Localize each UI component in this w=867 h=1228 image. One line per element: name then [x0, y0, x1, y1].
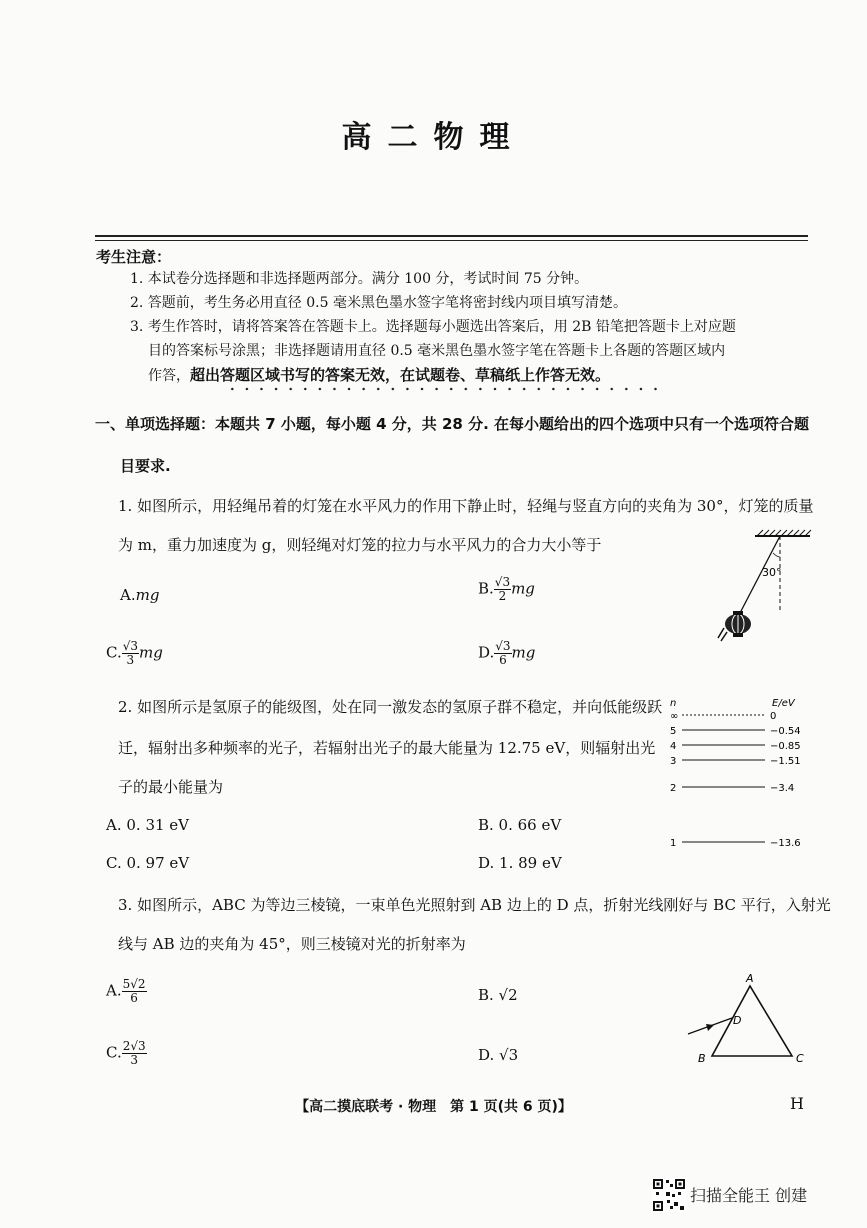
q1-option-d-den: 6 [499, 653, 507, 667]
q1-option-b [478, 576, 535, 603]
q1-option-c-tail: mg [139, 643, 163, 662]
q3-stem-line1: 3. 如图所示，ABC 为等边三棱镜，一束单色光照射到 AB 边上的 D 点，折射光线刚好与 BC 平行，入射光 [118, 896, 831, 914]
q3-option-c [106, 1040, 147, 1067]
footer-mark: H [790, 1094, 804, 1113]
q1-stem-line1: 1. 如图所示，用轻绳吊着的灯笼在水平风力的作用下静止时，轻绳与竖直方向的夹角为 30°，灯笼的质量 [118, 497, 814, 515]
notice-emphasis: 超出答题区域书写的答案无效，在试题卷、草稿纸上作答无效。 [190, 366, 611, 384]
q1-option-a-value: mg [135, 586, 160, 604]
scanner-watermark: 扫描全能王 创建 [690, 1186, 808, 1205]
q3-vertex-b: B [698, 1052, 706, 1065]
notice-item-3-end [148, 366, 610, 385]
q1-option-a [120, 586, 159, 604]
q1-option-c-fraction [122, 640, 139, 667]
energy-level-n: 4 [670, 741, 677, 752]
q1-option-b-tail: mg [511, 579, 535, 598]
q3-vertex-c: C [796, 1052, 804, 1065]
q1-option-a-label: A. [120, 586, 136, 604]
q3-option-c-fraction [122, 1040, 147, 1067]
q1-stem-line2: 为 m，重力加速度为 g，则轻绳对灯笼的拉力与水平风力的合力大小等于 [118, 536, 602, 554]
q1-option-b-num: √3 [494, 575, 511, 589]
q2-energy-level-diagram [660, 695, 810, 855]
notice-heading: 考生注意： [96, 248, 172, 266]
energy-level-n: 3 [670, 756, 677, 767]
q3-option-c-den: 3 [130, 1053, 138, 1067]
energy-level-e: −3.4 [770, 783, 795, 794]
q3-option-a-den: 6 [130, 991, 138, 1005]
q1-angle-label: 30° [762, 566, 782, 579]
q2-stem-line2: 迁，辐射出多种频率的光子，若辐射出光子的最大能量为 12.75 eV，则辐射出光 [118, 739, 656, 757]
q3-option-a [106, 978, 147, 1005]
q3-option-d: D. √3 [478, 1046, 519, 1064]
page-footer: 【高二摸底联考 · 物理 第 1 页(共 6 页)】 [295, 1099, 572, 1115]
q1-option-b-label: B. [478, 579, 494, 598]
notice-item-3: 3. 考生作答时，请将答案答在答题卡上。选择题每小题选出答案后，用 2B 铅笔把答题卡上对应题 [130, 319, 736, 335]
qr-code-icon [652, 1178, 686, 1212]
header-rule-thin [95, 240, 808, 241]
angle-arc [773, 553, 780, 557]
energy-level-e: −13.6 [770, 838, 801, 849]
emphasis-dots [225, 386, 665, 392]
q1-option-c-num: √3 [122, 639, 138, 653]
q1-lantern-figure [700, 528, 815, 663]
energy-level-e: −0.85 [770, 741, 801, 752]
header-rule-thick [95, 235, 808, 237]
energy-level-e: 0 [770, 711, 777, 722]
lantern-icon [718, 611, 751, 641]
section-1-heading: 一、单项选择题：本题共 7 小题，每小题 4 分，共 28 分. 在每小题给出的四个选项中只有一个选项符合题 [95, 415, 810, 433]
q2-option-a: A. 0. 31 eV [106, 816, 190, 834]
energy-level-n: 1 [670, 838, 677, 849]
q1-option-b-den: 2 [498, 589, 507, 603]
q1-option-c [106, 640, 163, 667]
energy-level-n: 2 [670, 783, 677, 794]
q3-option-c-num: 2√3 [122, 1039, 146, 1053]
q3-stem-line2: 线与 AB 边的夹角为 45°，则三棱镜对光的折射率为 [118, 935, 466, 953]
section-1-heading-cont: 目要求. [120, 457, 171, 475]
q1-option-d-num: √3 [495, 639, 511, 653]
q2-stem-line3: 子的最小能量为 [118, 778, 224, 796]
q3-option-c-label: C. [106, 1043, 122, 1062]
energy-level-n: ∞ [670, 711, 679, 722]
q2-option-c: C. 0. 97 eV [106, 854, 190, 872]
q2-levels [670, 711, 801, 849]
q3-point-d: D [733, 1014, 742, 1027]
energy-level-e: −1.51 [770, 756, 801, 767]
q3-option-b: B. √2 [478, 986, 518, 1004]
q2-option-d: D. 1. 89 eV [478, 854, 562, 872]
q3-option-a-fraction [122, 978, 147, 1005]
q1-option-d-label: D. [478, 643, 495, 662]
q1-option-c-label: C. [106, 643, 122, 662]
q3-option-a-num: 5√2 [122, 977, 146, 991]
notice-item-3-end-text: 作答， [148, 368, 190, 384]
page-title: 高二物理 [341, 120, 526, 155]
notice-item-2: 2. 答题前，考生务必用直径 0.5 毫米黑色墨水签字笔将密封线内项目填写清楚。 [130, 295, 627, 311]
q2-n-header: n [670, 698, 677, 709]
q1-option-d [478, 640, 535, 667]
q3-prism-figure [680, 970, 810, 1070]
q1-option-c-den: 3 [126, 653, 135, 667]
ray-arrow-icon [706, 1024, 714, 1031]
q1-option-b-fraction [494, 576, 511, 603]
q3-option-a-label: A. [106, 981, 122, 1000]
q2-option-b: B. 0. 66 eV [478, 816, 562, 834]
q1-option-d-tail: mg [511, 643, 536, 662]
q1-option-d-fraction [494, 640, 511, 667]
q2-stem-line1: 2. 如图所示是氢原子的能级图，处在同一激发态的氢原子群不稳定，并向低能级跃 [118, 698, 663, 716]
notice-item-1: 1. 本试卷分选择题和非选择题两部分。满分 100 分，考试时间 75 分钟。 [130, 271, 589, 287]
q3-vertex-a: A [746, 972, 754, 985]
q2-e-header: E/eV [772, 698, 795, 709]
energy-level-e: −0.54 [770, 726, 801, 737]
notice-item-3-cont: 目的答案标号涂黑；非选择题请用直径 0.5 毫米黑色墨水签字笔在答题卡上各题的答题区域内 [148, 343, 726, 359]
energy-level-n: 5 [670, 726, 677, 737]
